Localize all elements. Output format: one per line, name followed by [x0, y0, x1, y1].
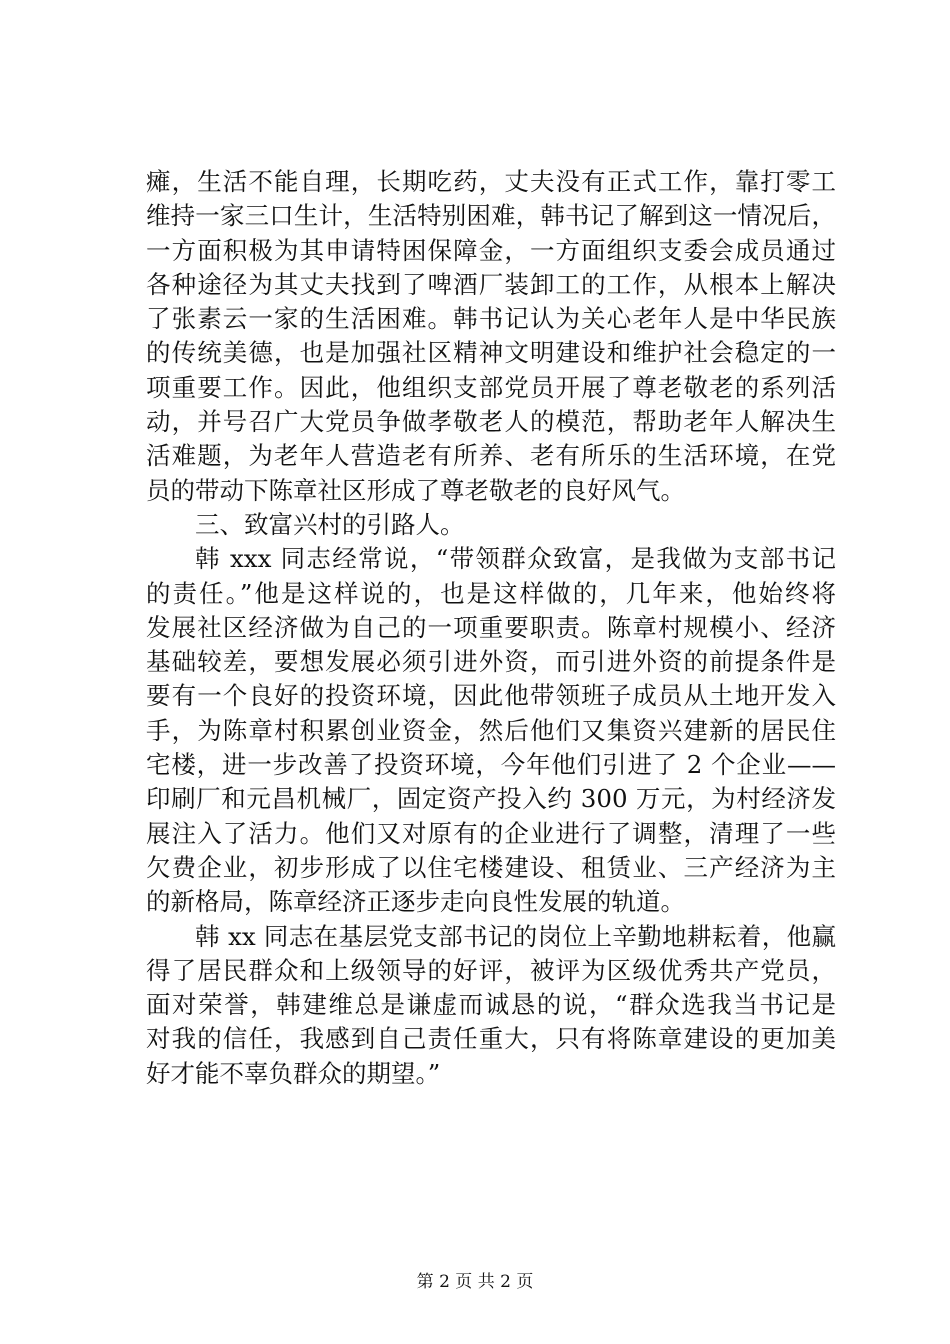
body-line: 瘫，生活不能自理，长期吃药，丈夫没有正式工作，靠打零工	[146, 167, 836, 196]
body-line: 对我的信任，我感到自己责任重大，只有将陈章建设的更加美	[146, 1024, 836, 1054]
body-line: 了张素云一家的生活困难。韩书记认为关心老年人是中华民族	[146, 304, 836, 334]
body-line: 韩 xxx 同志经常说，“带领群众致富，是我做为支部书记	[195, 544, 836, 574]
body-line: 得了居民群众和上级领导的好评，被评为区级优秀共产党员，	[146, 955, 836, 985]
body-line: 基础较差，要想发展必须引进外资，而引进外资的前提条件是	[146, 647, 836, 677]
document-body	[146, 165, 836, 1091]
body-line: 展注入了活力。他们又对原有的企业进行了调整，清理了一些	[146, 818, 836, 848]
body-line: 员的带动下陈章社区形成了尊老敬老的良好风气。	[146, 475, 685, 505]
body-line: 活难题，为老年人营造老有所养、老有所乐的生活环境，在党	[146, 441, 836, 471]
body-line: 发展社区经济做为自己的一项重要职责。陈章村规模小、经济	[146, 612, 836, 642]
body-line: 好才能不辜负群众的期望。”	[146, 1058, 441, 1088]
body-line: 印刷厂和元昌机械厂，固定资产投入约 300 万元，为村经济发	[146, 784, 836, 814]
body-line: 维持一家三口生计，生活特别困难，韩书记了解到这一情况后，	[146, 201, 836, 231]
section-heading: 三、致富兴村的引路人。	[195, 509, 465, 539]
body-line: 的责任。”他是这样说的，也是这样做的，几年来，他始终将	[146, 578, 836, 608]
body-line: 各种途径为其丈夫找到了啤酒厂装卸工的工作，从根本上解决	[146, 269, 836, 299]
body-line: 手，为陈章村积累创业资金，然后他们又集资兴建新的居民住	[146, 715, 836, 745]
body-line: 宅楼，进一步改善了投资环境，今年他们引进了 2 个企业——	[146, 750, 836, 780]
body-line: 一方面积极为其申请特困保障金，一方面组织支委会成员通过	[146, 235, 836, 265]
body-line: 韩 xx 同志在基层党支部书记的岗位上辛勤地耕耘着，他赢	[195, 921, 836, 951]
body-line: 的传统美德，也是加强社区精神文明建设和维护社会稳定的一	[146, 338, 836, 368]
body-line: 要有一个良好的投资环境，因此他带领班子成员从土地开发入	[146, 681, 836, 711]
page-footer: 第 2 页 共 2 页	[416, 1272, 534, 1292]
body-line: 的新格局，陈章经济正逐步走向良性发展的轨道。	[146, 887, 685, 917]
body-line: 面对荣誉，韩建维总是谦虚而诚恳的说，“群众选我当书记是	[146, 990, 836, 1020]
body-line: 动，并号召广大党员争做孝敬老人的模范，帮助老年人解决生	[146, 407, 836, 437]
body-line: 项重要工作。因此，他组织支部党员开展了尊老敬老的系列活	[146, 372, 836, 402]
body-line: 欠费企业，初步形成了以住宅楼建设、租赁业、三产经济为主	[146, 852, 836, 882]
